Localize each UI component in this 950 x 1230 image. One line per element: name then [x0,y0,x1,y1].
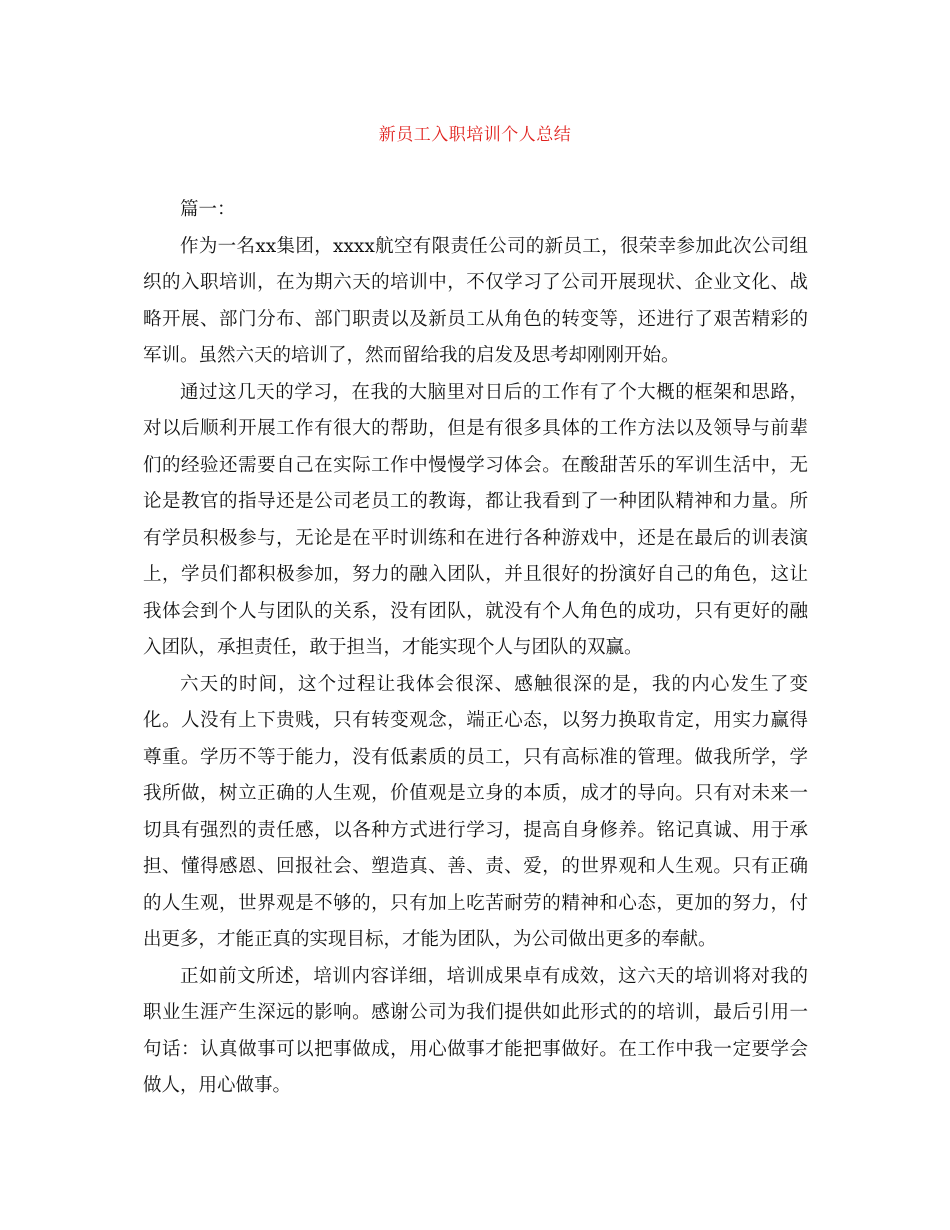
paragraph-3: 六天的时间，这个过程让我体会很深、感触很深的是，我的内心发生了变化。人没有上下贵贱，只有转变观念，端正心态，以努力换取肯定，用实力赢得尊重。学历不等于能力，没有低素质的员工，只有高标准的管理。做我所学，学我所做，树立正确的人生观，价值观是立身的本质，成才的导向。只有对未来一切具有强烈的责任感，以各种方式进行学习，提高自身修养。铭记真诚、用于承担、懂得感恩、回报社会、塑造真、善、责、爱，的世界观和人生观。只有正确的人生观，世界观是不够的，只有加上吃苦耐劳的精神和心态，更加的努力，付出更多，才能正真的实现目标，才能为团队，为公司做出更多的奉献。 [143,673,808,950]
document-title: 新员工入职培训个人总结 [378,125,572,145]
paragraph-1: 作为一名xx集团，xxxx航空有限责任公司的新员工，很荣幸参加此次公司组织的入职培训，在为期六天的培训中，不仅学习了公司开展现状、企业文化、战略开展、部门分布、部门职责以及新员工从角色的转变等，还进行了艰苦精彩的军训。虽然六天的培训了，然而留给我的启发及思考却刚刚开始。 [143,235,808,366]
section-heading: 篇一： [180,199,236,220]
paragraph-2: 通过这几天的学习，在我的大脑里对日后的工作有了个大概的框架和思路，对以后顺利开展工作有很大的帮助，但是有很多具体的工作方法以及领导与前辈们的经验还需要自己在实际工作中慢慢学习体会。在酸甜苦乐的军训生活中，无论是教官的指导还是公司老员工的教诲，都让我看到了一种团队精神和力量。所有学员积极参与，无论是在平时训练和在进行各种游戏中，还是在最后的训表演上，学员们都积极参加，努力的融入团队，并且很好的扮演好自己的角色，这让我体会到个人与团队的关系，没有团队，就没有个人角色的成功，只有更好的融入团队，承担责任，敢于担当，才能实现个人与团队的双赢。 [143,381,808,658]
document-body [143,192,808,1105]
paragraph-4: 正如前文所述，培训内容详细，培训成果卓有成效，这六天的培训将对我的职业生涯产生深远的影响。感谢公司为我们提供如此形式的的培训，最后引用一句话：认真做事可以把事做成，用心做事才能把事做好。在工作中我一定要学会做人，用心做事。 [143,965,808,1096]
